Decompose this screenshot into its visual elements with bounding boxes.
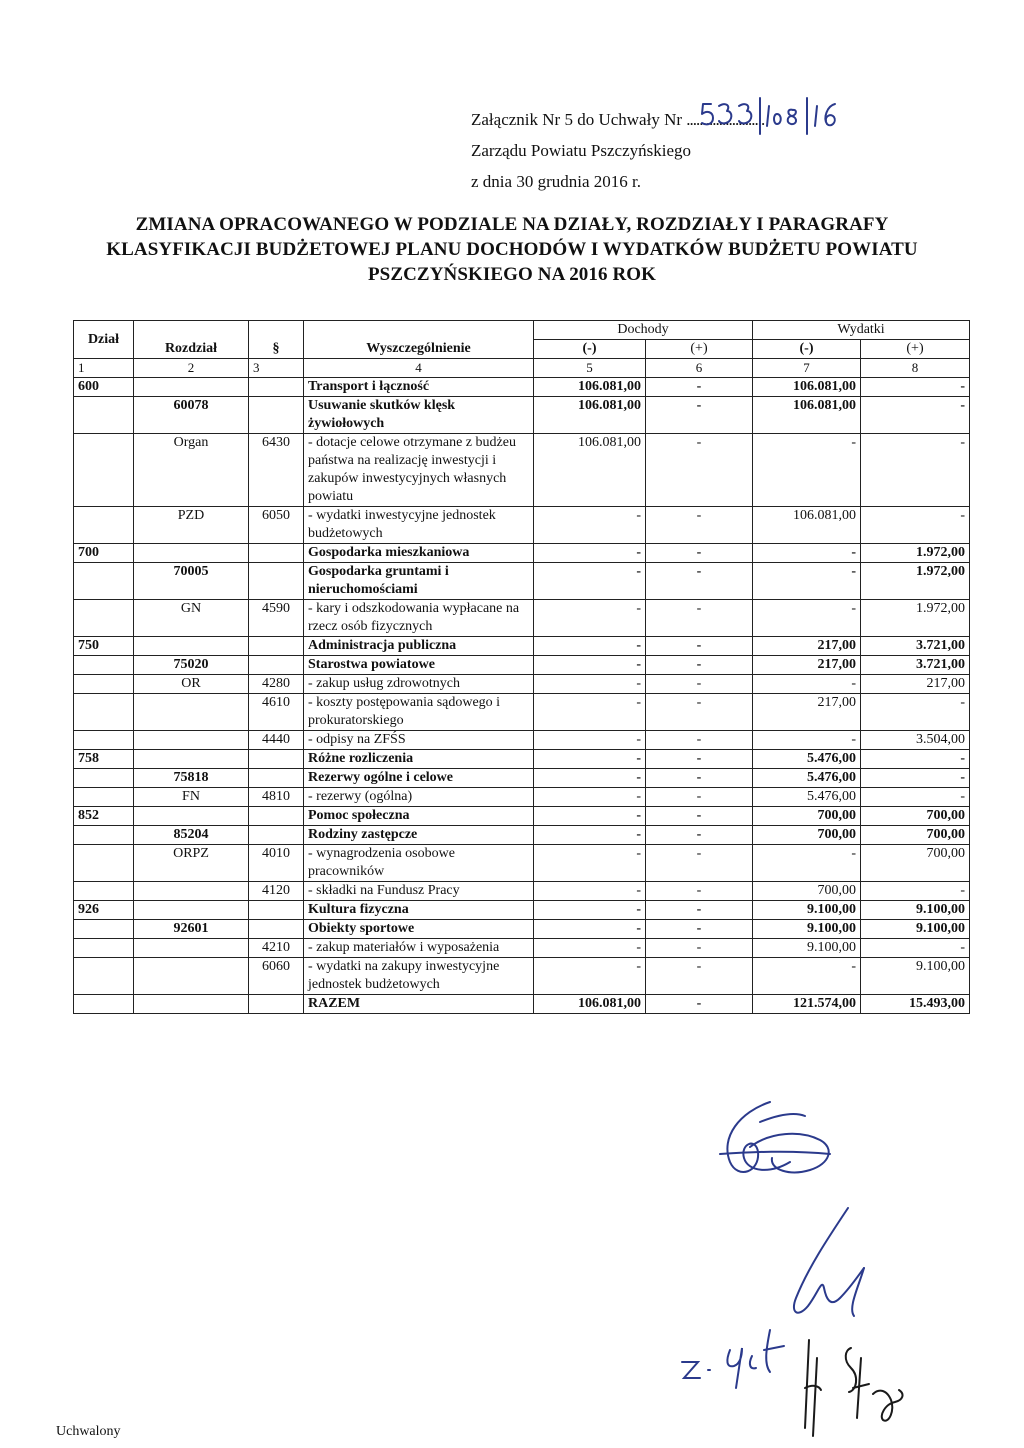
cell-dochody-minus: - — [534, 600, 646, 637]
column-number: 3 — [249, 359, 304, 378]
column-number: 2 — [134, 359, 249, 378]
cell-paragraf: 4010 — [249, 845, 304, 882]
table-row — [74, 507, 970, 544]
cell-dochody-plus: - — [646, 958, 753, 995]
table-row — [74, 995, 970, 1014]
cell-wydatki-plus: 3.504,00 — [861, 731, 970, 750]
handwritten-resolution-number — [697, 96, 887, 136]
cell-paragraf — [249, 563, 304, 600]
cell-dochody-plus: - — [646, 656, 753, 675]
cell-wyszczegolnienie: - kary i odszkodowania wypłacane na rzecz osób fizycznych — [304, 600, 534, 637]
cell-dzial — [74, 845, 134, 882]
cell-rozdzial — [134, 694, 249, 731]
footer-status: Uchwalony — [56, 1424, 121, 1439]
cell-rozdzial — [134, 807, 249, 826]
cell-wydatki-plus: 1.972,00 — [861, 600, 970, 637]
cell-dochody-minus: - — [534, 958, 646, 995]
cell-wydatki-minus: 9.100,00 — [753, 901, 861, 920]
cell-rozdzial: Organ — [134, 434, 249, 507]
cell-rozdzial — [134, 958, 249, 995]
table-row — [74, 731, 970, 750]
cell-paragraf: 4120 — [249, 882, 304, 901]
cell-wydatki-plus: 700,00 — [861, 807, 970, 826]
cell-wydatki-minus: 217,00 — [753, 637, 861, 656]
table-row — [74, 544, 970, 563]
header-resolution-label: Załącznik Nr 5 do Uchwały Nr — [471, 110, 683, 129]
cell-dochody-minus: - — [534, 882, 646, 901]
cell-rozdzial: ORPZ — [134, 845, 249, 882]
cell-wydatki-minus: - — [753, 845, 861, 882]
cell-wydatki-minus: 5.476,00 — [753, 750, 861, 769]
cell-wydatki-plus: - — [861, 769, 970, 788]
cell-dzial — [74, 656, 134, 675]
cell-dochody-plus: - — [646, 750, 753, 769]
cell-dzial: 926 — [74, 901, 134, 920]
cell-paragraf — [249, 656, 304, 675]
cell-dzial: 758 — [74, 750, 134, 769]
col-header-wydatki: Wydatki — [753, 321, 970, 340]
cell-wyszczegolnienie: Różne rozliczenia — [304, 750, 534, 769]
cell-dzial: 852 — [74, 807, 134, 826]
cell-dochody-plus: - — [646, 939, 753, 958]
header-line-2: Zarządu Powiatu Pszczyńskiego — [471, 141, 691, 160]
cell-dzial — [74, 995, 134, 1014]
column-number: 4 — [304, 359, 534, 378]
cell-dochody-minus: - — [534, 694, 646, 731]
cell-paragraf: 4280 — [249, 675, 304, 694]
cell-dochody-minus: 106.081,00 — [534, 995, 646, 1014]
cell-wydatki-minus: 106.081,00 — [753, 397, 861, 434]
cell-wydatki-minus: 700,00 — [753, 882, 861, 901]
table-row — [74, 826, 970, 845]
cell-dochody-minus: - — [534, 544, 646, 563]
cell-wydatki-minus: 217,00 — [753, 694, 861, 731]
table-row — [74, 378, 970, 397]
cell-dochody-minus: - — [534, 656, 646, 675]
cell-wydatki-plus: 1.972,00 — [861, 544, 970, 563]
title-line-3: PSZCZYŃSKIEGO NA 2016 ROK — [367, 264, 657, 285]
table-row — [74, 807, 970, 826]
cell-wydatki-minus: - — [753, 958, 861, 995]
cell-wydatki-plus: 15.493,00 — [861, 995, 970, 1014]
signature-1 — [700, 1092, 850, 1192]
cell-wydatki-minus: - — [753, 675, 861, 694]
cell-rozdzial: 75818 — [134, 769, 249, 788]
cell-rozdzial — [134, 731, 249, 750]
cell-dochody-plus: - — [646, 788, 753, 807]
cell-dzial — [74, 920, 134, 939]
cell-dzial — [74, 882, 134, 901]
cell-paragraf — [249, 995, 304, 1014]
cell-rozdzial — [134, 882, 249, 901]
cell-wydatki-minus: 9.100,00 — [753, 920, 861, 939]
col-header-rozdzial: Rozdział — [134, 321, 249, 359]
cell-dochody-minus: - — [534, 920, 646, 939]
cell-paragraf — [249, 826, 304, 845]
title-line-2: KLASYFIKACJI BUDŻETOWEJ PLANU DOCHODÓW I WYDATKÓW BUDŻETU POWIATU — [106, 239, 918, 260]
cell-dochody-minus: - — [534, 731, 646, 750]
cell-wydatki-plus: - — [861, 694, 970, 731]
cell-wydatki-plus: - — [861, 939, 970, 958]
table-row — [74, 958, 970, 995]
cell-wydatki-plus: 3.721,00 — [861, 637, 970, 656]
cell-dzial — [74, 958, 134, 995]
cell-wydatki-minus: 700,00 — [753, 826, 861, 845]
cell-paragraf — [249, 378, 304, 397]
header-line-3: z dnia 30 grudnia 2016 r. — [471, 172, 641, 191]
cell-wyszczegolnienie: - zakup materiałów i wyposażenia — [304, 939, 534, 958]
col-header-wydatki-plus: (+) — [861, 340, 970, 359]
table-row — [74, 675, 970, 694]
cell-wydatki-minus: 121.574,00 — [753, 995, 861, 1014]
cell-dochody-minus: - — [534, 769, 646, 788]
table-row — [74, 901, 970, 920]
header-dots: ........................ — [686, 110, 765, 129]
cell-paragraf — [249, 397, 304, 434]
table-row — [74, 600, 970, 637]
cell-paragraf: 4210 — [249, 939, 304, 958]
cell-wydatki-plus: 9.100,00 — [861, 901, 970, 920]
cell-paragraf — [249, 544, 304, 563]
cell-wydatki-minus: - — [753, 563, 861, 600]
cell-paragraf: 4810 — [249, 788, 304, 807]
cell-rozdzial — [134, 750, 249, 769]
cell-dochody-plus: - — [646, 731, 753, 750]
cell-wydatki-plus: - — [861, 378, 970, 397]
cell-dochody-minus: - — [534, 637, 646, 656]
cell-dzial — [74, 939, 134, 958]
cell-dochody-plus: - — [646, 544, 753, 563]
cell-dzial — [74, 507, 134, 544]
cell-dzial: 700 — [74, 544, 134, 563]
cell-dochody-minus: - — [534, 675, 646, 694]
cell-paragraf — [249, 769, 304, 788]
cell-wyszczegolnienie: - zakup usług zdrowotnych — [304, 675, 534, 694]
cell-wyszczegolnienie: Pomoc społeczna — [304, 807, 534, 826]
cell-wydatki-plus: - — [861, 434, 970, 507]
cell-dochody-plus: - — [646, 694, 753, 731]
cell-rozdzial: 75020 — [134, 656, 249, 675]
cell-wyszczegolnienie: - wydatki na zakupy inwestycyjne jednostek budżetowych — [304, 958, 534, 995]
cell-rozdzial: PZD — [134, 507, 249, 544]
cell-dochody-plus: - — [646, 882, 753, 901]
table-row — [74, 769, 970, 788]
cell-paragraf: 4590 — [249, 600, 304, 637]
cell-wyszczegolnienie: - wydatki inwestycyjne jednostek budżetowych — [304, 507, 534, 544]
cell-wydatki-minus: 5.476,00 — [753, 769, 861, 788]
cell-wydatki-plus: 3.721,00 — [861, 656, 970, 675]
cell-dochody-plus: - — [646, 807, 753, 826]
cell-wyszczegolnienie: Transport i łączność — [304, 378, 534, 397]
title-line-1: ZMIANA OPRACOWANEGO W PODZIALE NA DZIAŁY, ROZDZIAŁY I PARAGRAFY — [135, 214, 889, 235]
cell-paragraf — [249, 637, 304, 656]
cell-paragraf: 4610 — [249, 694, 304, 731]
cell-rozdzial: 92601 — [134, 920, 249, 939]
cell-wyszczegolnienie: Gospodarka mieszkaniowa — [304, 544, 534, 563]
cell-wydatki-minus: 700,00 — [753, 807, 861, 826]
cell-dochody-minus: - — [534, 507, 646, 544]
column-number: 8 — [861, 359, 970, 378]
table-row — [74, 882, 970, 901]
cell-wyszczegolnienie: Starostwa powiatowe — [304, 656, 534, 675]
cell-dochody-plus: - — [646, 901, 753, 920]
cell-wydatki-plus: 700,00 — [861, 845, 970, 882]
cell-wyszczegolnienie: Obiekty sportowe — [304, 920, 534, 939]
cell-dzial — [74, 675, 134, 694]
cell-paragraf — [249, 807, 304, 826]
cell-dochody-minus: 106.081,00 — [534, 378, 646, 397]
column-number: 1 — [74, 359, 134, 378]
cell-dochody-plus: - — [646, 507, 753, 544]
cell-wydatki-plus: 9.100,00 — [861, 958, 970, 995]
cell-wyszczegolnienie: - wynagrodzenia osobowe pracowników — [304, 845, 534, 882]
cell-wyszczegolnienie: - składki na Fundusz Pracy — [304, 882, 534, 901]
cell-dzial — [74, 769, 134, 788]
col-header-dochody-minus: (-) — [534, 340, 646, 359]
col-header-dochody: Dochody — [534, 321, 753, 340]
signature-initials — [795, 1328, 915, 1443]
document-title — [100, 212, 924, 287]
table-row — [74, 397, 970, 434]
cell-dochody-minus: - — [534, 807, 646, 826]
cell-wyszczegolnienie: - odpisy na ZFŚS — [304, 731, 534, 750]
cell-dzial — [74, 563, 134, 600]
table-row — [74, 788, 970, 807]
cell-wydatki-plus: - — [861, 397, 970, 434]
cell-wydatki-minus: - — [753, 544, 861, 563]
cell-dochody-plus: - — [646, 397, 753, 434]
cell-dochody-plus: - — [646, 845, 753, 882]
col-header-dochody-plus: (+) — [646, 340, 753, 359]
table-row — [74, 563, 970, 600]
cell-paragraf — [249, 901, 304, 920]
cell-dochody-plus: - — [646, 675, 753, 694]
cell-dochody-minus: - — [534, 750, 646, 769]
cell-rozdzial: 85204 — [134, 826, 249, 845]
cell-dzial — [74, 434, 134, 507]
cell-dzial — [74, 694, 134, 731]
handwritten-date — [680, 1320, 800, 1390]
cell-dochody-minus: 106.081,00 — [534, 434, 646, 507]
cell-paragraf: 6050 — [249, 507, 304, 544]
cell-paragraf — [249, 920, 304, 939]
table-row — [74, 694, 970, 731]
budget-table — [73, 320, 970, 1014]
cell-wyszczegolnienie: Gospodarka gruntami i nieruchomościami — [304, 563, 534, 600]
cell-rozdzial: 70005 — [134, 563, 249, 600]
cell-wydatki-minus: 106.081,00 — [753, 507, 861, 544]
cell-wyszczegolnienie: Administracja publiczna — [304, 637, 534, 656]
column-number: 7 — [753, 359, 861, 378]
cell-wydatki-minus: 9.100,00 — [753, 939, 861, 958]
cell-dzial — [74, 600, 134, 637]
table-row — [74, 750, 970, 769]
cell-dzial — [74, 397, 134, 434]
cell-rozdzial — [134, 637, 249, 656]
cell-wyszczegolnienie: Kultura fizyczna — [304, 901, 534, 920]
table-row — [74, 656, 970, 675]
cell-wydatki-plus: - — [861, 882, 970, 901]
cell-rozdzial — [134, 939, 249, 958]
cell-dzial: 750 — [74, 637, 134, 656]
cell-wyszczegolnienie: - rezerwy (ogólna) — [304, 788, 534, 807]
cell-wydatki-minus: 5.476,00 — [753, 788, 861, 807]
cell-wydatki-minus: 217,00 — [753, 656, 861, 675]
cell-dochody-minus: - — [534, 788, 646, 807]
cell-dochody-plus: - — [646, 434, 753, 507]
cell-dzial: 600 — [74, 378, 134, 397]
header-row-1 — [74, 321, 970, 340]
column-number: 6 — [646, 359, 753, 378]
cell-rozdzial — [134, 901, 249, 920]
cell-dochody-plus: - — [646, 995, 753, 1014]
cell-wydatki-plus: 700,00 — [861, 826, 970, 845]
cell-dochody-minus: - — [534, 563, 646, 600]
table-row — [74, 939, 970, 958]
cell-wydatki-minus: 106.081,00 — [753, 378, 861, 397]
cell-dochody-minus: - — [534, 826, 646, 845]
cell-dochody-plus: - — [646, 826, 753, 845]
cell-rozdzial — [134, 995, 249, 1014]
col-header-dzial: Dział — [74, 321, 134, 359]
column-number: 5 — [534, 359, 646, 378]
cell-dochody-plus: - — [646, 378, 753, 397]
cell-wydatki-plus: - — [861, 507, 970, 544]
cell-wydatki-minus: - — [753, 434, 861, 507]
cell-rozdzial: 60078 — [134, 397, 249, 434]
table-row — [74, 845, 970, 882]
cell-paragraf: 4440 — [249, 731, 304, 750]
cell-wyszczegolnienie: Rezerwy ogólne i celowe — [304, 769, 534, 788]
cell-dochody-minus: - — [534, 845, 646, 882]
column-number-row — [74, 359, 970, 378]
cell-dzial — [74, 826, 134, 845]
cell-dochody-plus: - — [646, 600, 753, 637]
table-row — [74, 637, 970, 656]
cell-dochody-minus: - — [534, 901, 646, 920]
cell-paragraf: 6060 — [249, 958, 304, 995]
budget-table-body — [74, 378, 970, 1014]
cell-rozdzial: GN — [134, 600, 249, 637]
cell-wyszczegolnienie: RAZEM — [304, 995, 534, 1014]
cell-wydatki-plus: 1.972,00 — [861, 563, 970, 600]
cell-wyszczegolnienie: - koszty postępowania sądowego i prokuratorskiego — [304, 694, 534, 731]
cell-dochody-plus: - — [646, 563, 753, 600]
cell-wydatki-plus: 9.100,00 — [861, 920, 970, 939]
cell-dochody-minus: 106.081,00 — [534, 397, 646, 434]
col-header-paragraf: § — [249, 321, 304, 359]
table-row — [74, 920, 970, 939]
cell-dzial — [74, 731, 134, 750]
cell-wyszczegolnienie: Usuwanie skutków klęsk żywiołowych — [304, 397, 534, 434]
cell-rozdzial: FN — [134, 788, 249, 807]
col-header-wyszczegolnienie: Wyszczególnienie — [304, 321, 534, 359]
cell-wyszczegolnienie: Rodziny zastępcze — [304, 826, 534, 845]
signature-2 — [778, 1198, 888, 1328]
cell-wydatki-minus: - — [753, 731, 861, 750]
col-header-wydatki-minus: (-) — [753, 340, 861, 359]
cell-dochody-plus: - — [646, 769, 753, 788]
cell-paragraf: 6430 — [249, 434, 304, 507]
cell-wyszczegolnienie: - dotacje celowe otrzymane z budżeu państwa na realizację inwestycji i zakupów inwestycyjnych własnych powiatu — [304, 434, 534, 507]
cell-wydatki-plus: - — [861, 750, 970, 769]
cell-paragraf — [249, 750, 304, 769]
cell-dochody-minus: - — [534, 939, 646, 958]
cell-rozdzial — [134, 544, 249, 563]
cell-rozdzial: OR — [134, 675, 249, 694]
cell-dochody-plus: - — [646, 920, 753, 939]
cell-wydatki-plus: 217,00 — [861, 675, 970, 694]
cell-wydatki-minus: - — [753, 600, 861, 637]
cell-rozdzial — [134, 378, 249, 397]
table-row — [74, 434, 970, 507]
cell-dochody-plus: - — [646, 637, 753, 656]
cell-wydatki-plus: - — [861, 788, 970, 807]
cell-dzial — [74, 788, 134, 807]
